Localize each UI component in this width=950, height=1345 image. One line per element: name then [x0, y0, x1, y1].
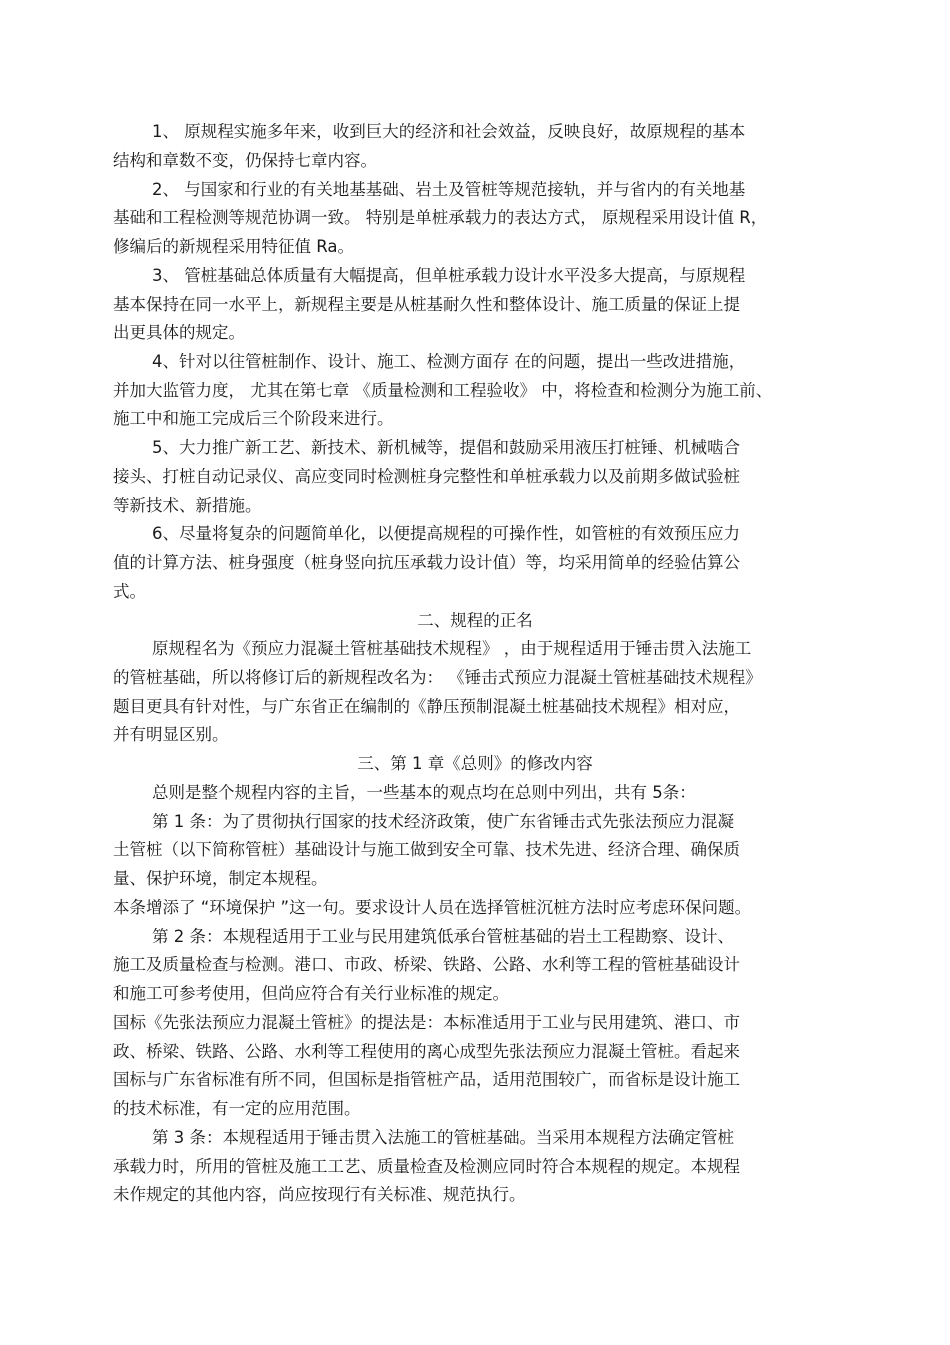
text-line: 第 3 条：本规程适用于锤击贯入法施工的管桩基础。当采用本规程方法确定管桩	[152, 1128, 734, 1147]
text-line: 等新技术、新措施。	[113, 496, 262, 515]
text-line: 国标《先张法预应力混凝土管桩》的提法是：本标准适用于工业与民用建筑、港口、市	[113, 1013, 740, 1032]
text-line: 1、 原规程实施多年来，收到巨大的经济和社会效益，反映良好，故原规程的基本	[152, 122, 746, 141]
text-line: 基础和工程检测等规范协调一致。 特别是单桩承载力的表达方式， 原规程采用设计值 R，	[113, 208, 768, 227]
text-line: 接头、打桩自动记录仪、高应变同时检测桩身完整性和单桩承载力以及前期多做试验桩	[113, 467, 740, 486]
text-line: 的技术标准，有一定的应用范围。	[113, 1099, 361, 1118]
text-line: 3、 管桩基础总体质量有大幅提高，但单桩承载力设计水平没多大提高，与原规程	[152, 266, 746, 285]
text-line: 施工及质量检查与检测。港口、市政、桥梁、铁路、公路、水利等工程的管桩基础设计	[113, 955, 740, 974]
text-line: 出更具体的规定。	[113, 323, 245, 342]
text-line: 题目更具有针对性，与广东省正在编制的《静压预制混凝土桩基础技术规程》相对应，	[113, 697, 740, 716]
text-line: 本条增添了 “环境保护 ”这一句。要求设计人员在选择管桩沉桩方法时应考虑环保问题。	[113, 898, 752, 917]
text-line: 6、尽量将复杂的问题简单化，以便提高规程的可操作性，如管桩的有效预压应力	[152, 524, 740, 543]
section-heading: 三、第 1 章《总则》的修改内容	[357, 754, 593, 773]
text-line: 和施工可参考使用，但尚应符合有关行业标准的规定。	[113, 984, 509, 1003]
text-line: 承载力时，所用的管桩及施工工艺、质量检查及检测应同时符合本规程的规定。本规程	[113, 1157, 740, 1176]
text-line: 国标与广东省标准有所不同，但国标是指管桩产品，适用范围较广，而省标是设计施工	[113, 1070, 740, 1089]
text-line: 并加大监管力度， 尤其在第七章 《质量检测和工程验收》 中，将检查和检测分为施工前、	[113, 381, 773, 400]
text-line: 第 1 条：为了贯彻执行国家的技术经济政策，使广东省锤击式先张法预应力混凝	[152, 812, 734, 831]
text-line: 4、针对以往管桩制作、设计、施工、检测方面存 在的问题，提出一些改进措施，	[152, 352, 746, 371]
text-line: 量、保护环境，制定本规程。	[113, 869, 328, 888]
text-line: 并有明显区别。	[113, 725, 229, 744]
text-line: 原规程名为《预应力混凝土管桩基础技术规程》 ，由于规程适用于锤击贯入法施工	[152, 639, 752, 658]
text-line: 土管桩（以下简称管桩）基础设计与施工做到安全可靠、技术先进、经济合理、确保质	[113, 840, 740, 859]
text-line: 施工中和施工完成后三个阶段来进行。	[113, 409, 394, 428]
text-line: 修编后的新规程采用特征值 Ra。	[113, 237, 354, 256]
text-line: 政、桥梁、铁路、公路、水利等工程使用的离心成型先张法预应力混凝土管桩。看起来	[113, 1042, 740, 1061]
text-line: 值的计算方法、桩身强度（桩身竖向抗压承载力设计值）等，均采用简单的经验估算公	[113, 553, 740, 572]
section-heading: 二、规程的正名	[417, 611, 533, 630]
text-line: 第 2 条：本规程适用于工业与民用建筑低承台管桩基础的岩土工程勘察、设计、	[152, 927, 734, 946]
text-line: 结构和章数不变，仍保持七章内容。	[113, 151, 377, 170]
text-line: 5、大力推广新工艺、新技术、新机械等，提倡和鼓励采用液压打桩锤、机械啮合	[152, 438, 740, 457]
text-line: 总则是整个规程内容的主旨，一些基本的观点均在总则中列出，共有 5条：	[152, 783, 696, 802]
text-line: 2、 与国家和行业的有关地基基础、岩土及管桩等规范接轨，并与省内的有关地基	[152, 180, 746, 199]
text-line: 基本保持在同一水平上，新规程主要是从桩基耐久性和整体设计、施工质量的保证上提	[113, 295, 740, 314]
text-line: 的管桩基础，所以将修订后的新规程改名为： 《锤击式预应力混凝土管桩基础技术规程》	[113, 668, 762, 687]
text-line: 未作规定的其他内容，尚应按现行有关标准、规范执行。	[113, 1185, 526, 1204]
text-line: 式。	[113, 582, 146, 601]
